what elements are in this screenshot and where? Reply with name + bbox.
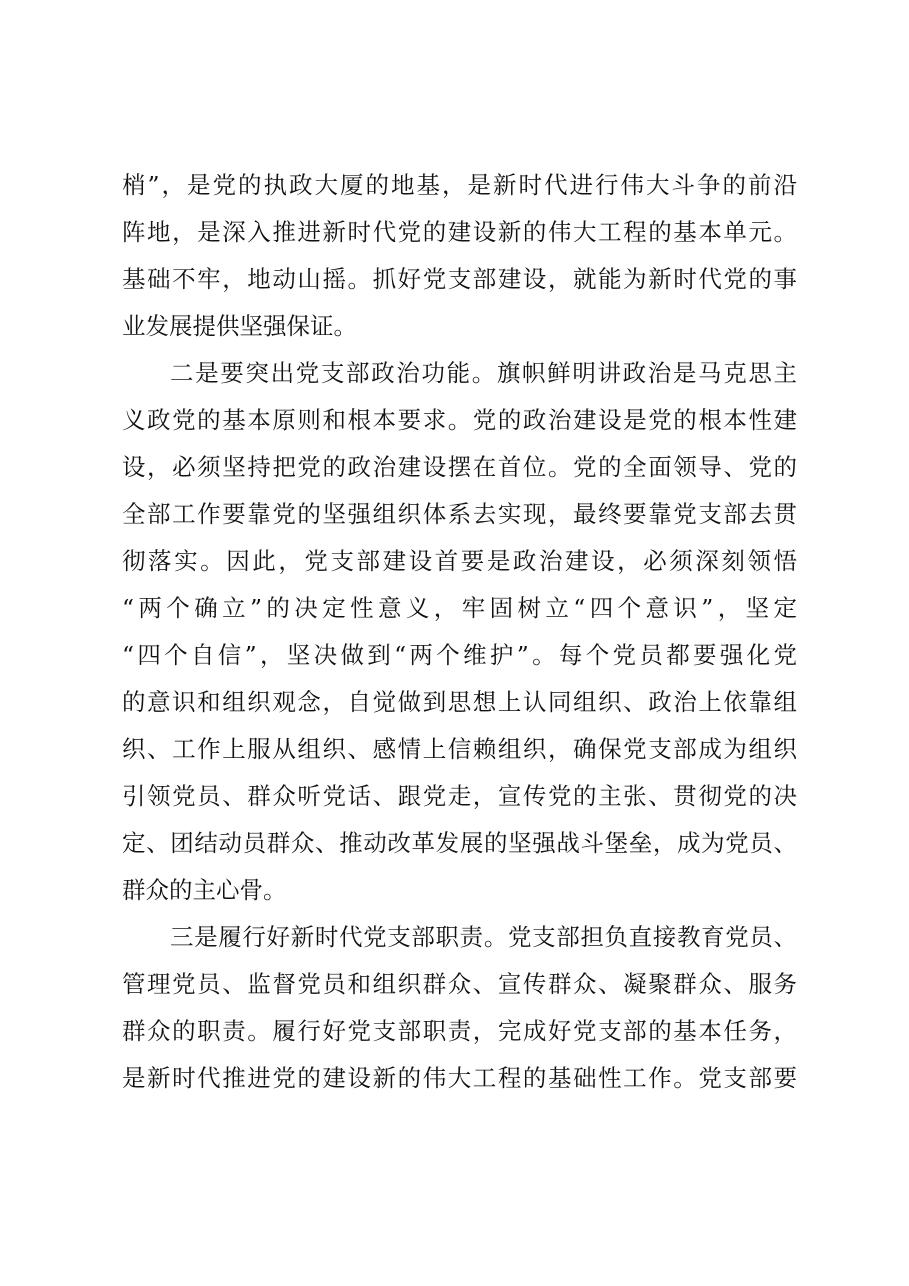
text-line: 管理党员、监督党员和组织群众、宣传群众、凝聚群众、服务 bbox=[122, 970, 797, 998]
text-line: 群众的职责。履行好党支部职责，完成好党支部的基本任务， bbox=[122, 1017, 797, 1045]
paragraph-start-line: 三是履行好新时代党支部职责。党支部担负直接教育党员、 bbox=[170, 923, 797, 951]
text-line: 引领党员、群众听党话、跟党走，宣传党的主张、贯彻党的决 bbox=[122, 782, 797, 810]
text-line: 全部工作要靠党的坚强组织体系去实现，最终要靠党支部去贯 bbox=[122, 500, 797, 528]
text-line: 业发展提供坚强保证。 bbox=[122, 312, 357, 340]
text-line: “两个确立”的决定性意义，牢固树立“四个意识”，坚定 bbox=[122, 594, 797, 622]
text-line: 义政党的基本原则和根本要求。党的政治建设是党的根本性建 bbox=[122, 406, 797, 434]
text-line: “四个自信”，坚决做到“两个维护”。每个党员都要强化党 bbox=[122, 641, 797, 669]
text-line: 定、团结动员群众、推动改革发展的坚强战斗堡垒，成为党员、 bbox=[122, 829, 797, 857]
text-line: 是新时代推进党的建设新的伟大工程的基础性工作。党支部要 bbox=[122, 1064, 797, 1092]
text-line: 的意识和组织观念，自觉做到思想上认同组织、政治上依靠组 bbox=[122, 688, 797, 716]
text-line: 梢”，是党的执政大厦的地基，是新时代进行伟大斗争的前沿 bbox=[122, 171, 797, 199]
paragraph-start-line: 二是要突出党支部政治功能。旗帜鲜明讲政治是马克思主 bbox=[170, 359, 797, 387]
text-line: 阵地，是深入推进新时代党的建设新的伟大工程的基本单元。 bbox=[122, 218, 797, 246]
text-line: 设，必须坚持把党的政治建设摆在首位。党的全面领导、党的 bbox=[122, 453, 797, 481]
text-line: 群众的主心骨。 bbox=[122, 876, 287, 904]
text-line: 彻落实。因此，党支部建设首要是政治建设，必须深刻领悟 bbox=[122, 547, 797, 575]
text-line: 基础不牢，地动山摇。抓好党支部建设，就能为新时代党的事 bbox=[122, 265, 797, 293]
text-line: 织、工作上服从组织、感情上信赖组织，确保党支部成为组织 bbox=[122, 735, 797, 763]
